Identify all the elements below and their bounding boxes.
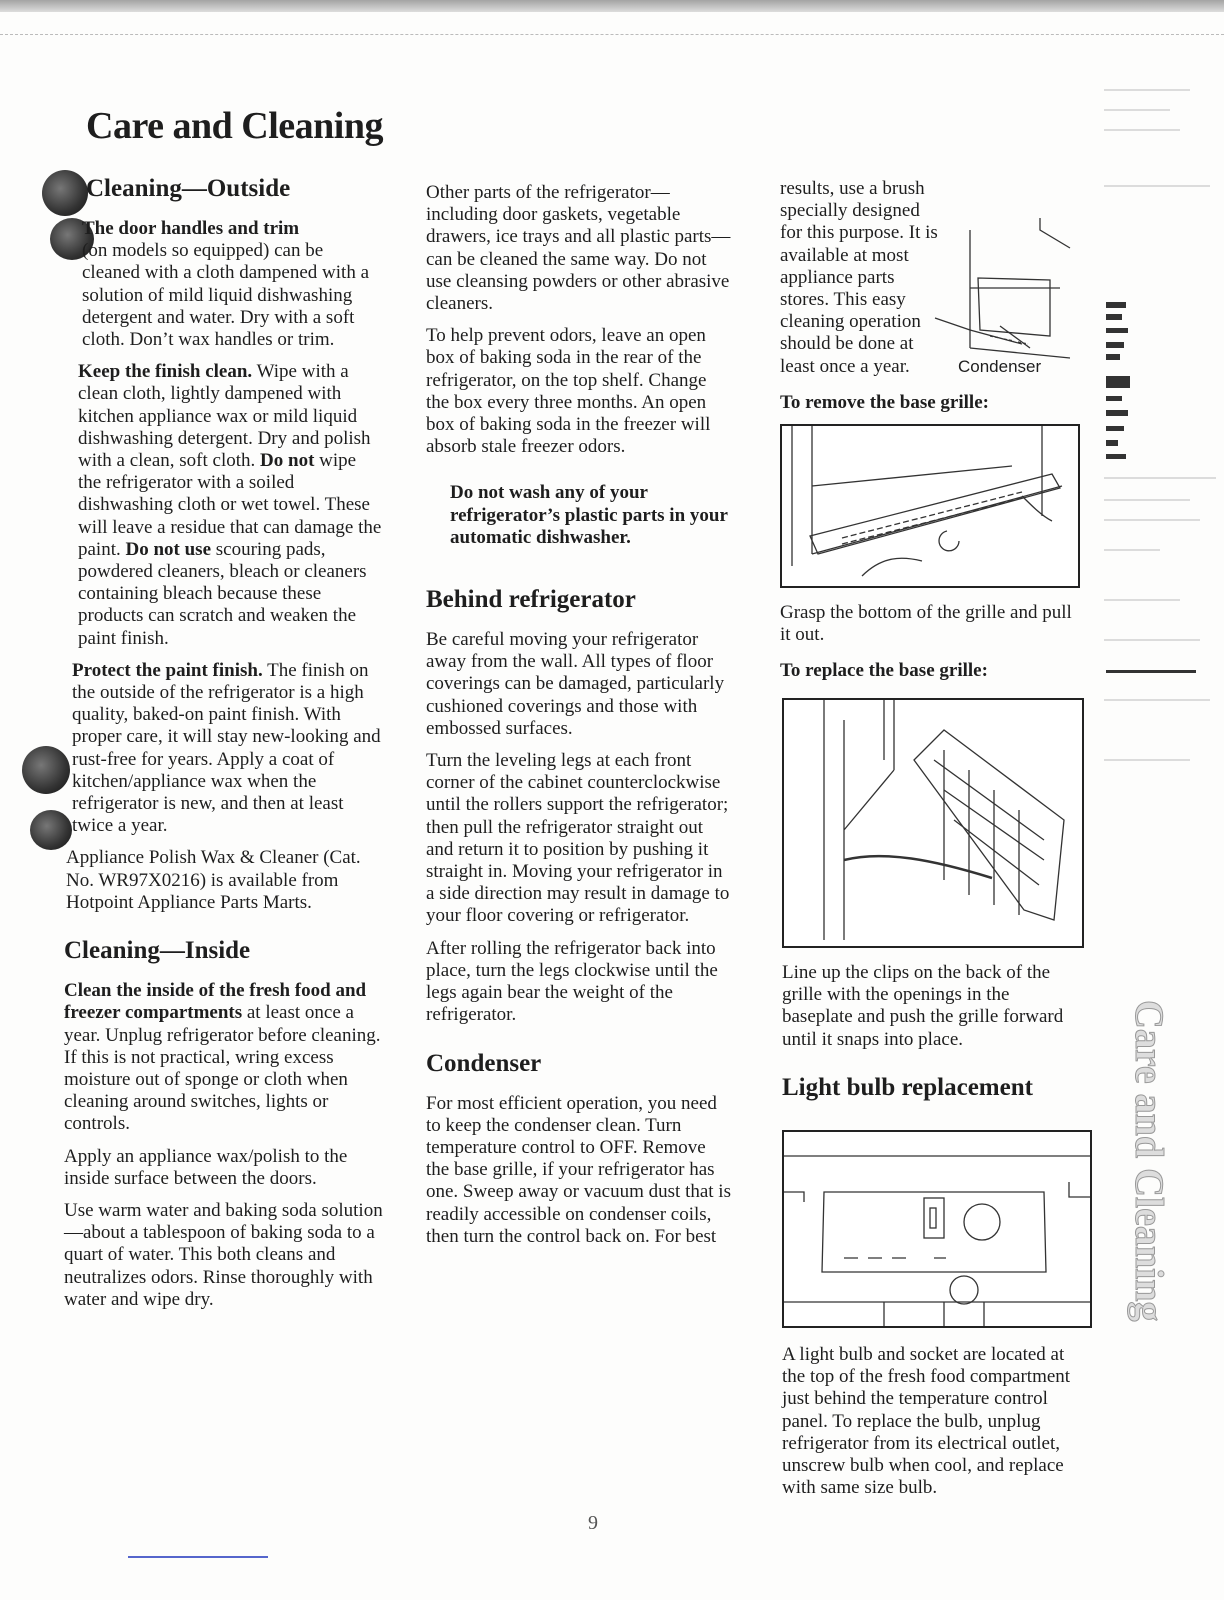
- light-bulb-text-block: [782, 1344, 1092, 1509]
- finish-text-3: scouring pads, powdered cleaners, bleach or cleaners containing bleach because these products can scratch and weaken the paint finish.: [78, 538, 367, 649]
- dishwasher-warning: Do not wash any of your refrigerator’s plastic parts in your automatic dishwasher.: [450, 482, 728, 548]
- scan-top-edge: [0, 0, 1224, 12]
- finish-lead: Keep the finish clean.: [78, 361, 253, 383]
- protect-text: The finish on the outside of the refrigerator is a high quality, baked-on paint finish. With proper care, it will stay new-looking and rust-free for years. Apply a coat of kitchen/appliance wax when the refrigerator is new, and then at least twice a year.: [72, 659, 381, 837]
- polish-paragraph: [66, 847, 384, 914]
- page-title: Care and Cleaning: [86, 105, 383, 147]
- replace-grille-heading: To replace the base grille:: [780, 660, 988, 682]
- results-paragraph: results, use a brush specially designed for this purpose. It is available at most appliance parts stores. This easy cleaning operation should be done at least once a year.: [780, 178, 938, 377]
- finish-text-1: Wipe with a clean cloth, lightly dampened with kitchen appliance wax or mild liquid dishwashing detergent. Dry and polish with a clean, soft cloth.: [78, 361, 371, 472]
- polish-text: Appliance Polish Wax & Cleaner (Cat. No. WR97X0216) is available from Hotpoint Appliance Parts Marts.: [66, 847, 361, 913]
- do-not-label-2: Do not use: [125, 538, 212, 560]
- scan-divider: [0, 34, 1224, 35]
- footer-rule: [128, 1556, 268, 1558]
- handles-text: (on models so equipped) can be cleaned with a cloth dampened with a solution of mild liquid dishwashing detergent and water. Dry with a soft cloth. Don’t wax handles or trim.: [82, 240, 370, 351]
- protect-paragraph: [72, 660, 384, 838]
- condenser-heading: Condenser: [426, 1049, 542, 1077]
- cleaning-inside-heading: Cleaning—Inside: [64, 937, 251, 965]
- protect-lead: Protect the paint finish.: [72, 659, 263, 681]
- soda-paragraph: Use warm water and baking soda solution—about a tablespoon of baking soda to a quart of water. This both cleans and neutralizes odors. Rinse thoroughly with water and wipe dry.: [64, 1199, 383, 1310]
- odors-paragraph: To help prevent odors, leave an open box of baking soda in the rear of the refrigerator, on the top shelf. Change the box every three months. An open box of baking soda in the freezer will absorb stale freezer odors.: [426, 325, 711, 458]
- remove-grille-text-block: [780, 602, 1080, 683]
- inside-lead: Clean the inside of the fresh food and freezer compartments: [64, 980, 367, 1024]
- page-number: 9: [588, 1512, 598, 1534]
- behind-refrigerator-heading: Behind refrigerator: [426, 586, 636, 614]
- condenser-illustration: [930, 218, 1080, 368]
- remove-grille-heading: To remove the base grille:: [780, 391, 989, 413]
- behind-paragraph-3: After rolling the refrigerator back into place, turn the legs clockwise until the legs again bear the weight of the refrigerator.: [426, 937, 718, 1026]
- column-2: [426, 182, 732, 1258]
- replace-grille-text: Line up the clips on the back of the grille with the openings in the baseplate and push the grille forward until it snaps into place.: [782, 962, 1064, 1050]
- wax-paragraph: Apply an appliance wax/polish to the inside surface between the doors.: [64, 1145, 348, 1189]
- finish-paragraph: [78, 361, 384, 650]
- condenser-paragraph: For most efficient operation, you need to keep the condenser clean. Turn temperature control to OFF. Remove the base grille, if your refrigerator has one. Sweep away or vacuum dust that is readily accessible on condenser coils, then turn the control back on. For best: [426, 1092, 731, 1247]
- handles-paragraph: [82, 218, 384, 351]
- replace-grille-illustration: [782, 698, 1084, 948]
- column-1: [64, 174, 384, 1321]
- light-bulb-text: A light bulb and socket are located at the top of the fresh food compartment just behind the temperature control panel. To replace the bulb, unplug refrigerator from its electrical outlet, unscrew bulb when cool, and replace with same size bulb.: [782, 1344, 1071, 1499]
- remove-grille-illustration: [780, 424, 1080, 588]
- condenser-label: Condenser: [958, 357, 1042, 376]
- behind-paragraph-1: Be careful moving your refrigerator away from the wall. All types of floor coverings can be damaged, particularly cushioned coverings and those with embossed surfaces.: [426, 629, 725, 739]
- binder-hole-3: [22, 746, 70, 794]
- finish-text-2: wipe the refrigerator with a soiled dishwashing cloth or wet towel. These will leave a residue that can damage the paint.: [78, 450, 382, 560]
- inside-paragraph: [64, 980, 384, 1135]
- behind-paragraph-2: Turn the leveling legs at each front corner of the cabinet counterclockwise until the rollers support the refrigerator; then pull the refrigerator straight out and return it to position by pushing it straight in. Moving your refrigerator in a side direction may result in damage to your floor covering or refrigerator.: [426, 750, 730, 927]
- remove-grille-text: Grasp the bottom of the grille and pull it out.: [780, 602, 1072, 646]
- do-not-label-1: Do not: [260, 450, 315, 472]
- other-parts-paragraph: Other parts of the refrigerator— including door gaskets, vegetable drawers, ice trays and all plastic parts—can be cleaned the same way. Do not use cleansing powders or other abrasive cleaners.: [426, 182, 731, 315]
- light-bulb-illustration: [782, 1130, 1092, 1328]
- handles-lead: The door handles and trim: [82, 218, 300, 239]
- inside-text: at least once a year. Unplug refrigerator before cleaning. If this is not practical, wring excess moisture out of sponge or cloth when cleaning around switches, lights or controls.: [64, 1002, 381, 1135]
- replace-grille-text-block: [782, 962, 1082, 1117]
- light-bulb-heading: Light bulb replacement: [782, 1073, 1033, 1101]
- cleaning-outside-heading: Cleaning—Outside: [86, 175, 291, 202]
- side-tab-title: Care and Cleaning: [1127, 1000, 1172, 1322]
